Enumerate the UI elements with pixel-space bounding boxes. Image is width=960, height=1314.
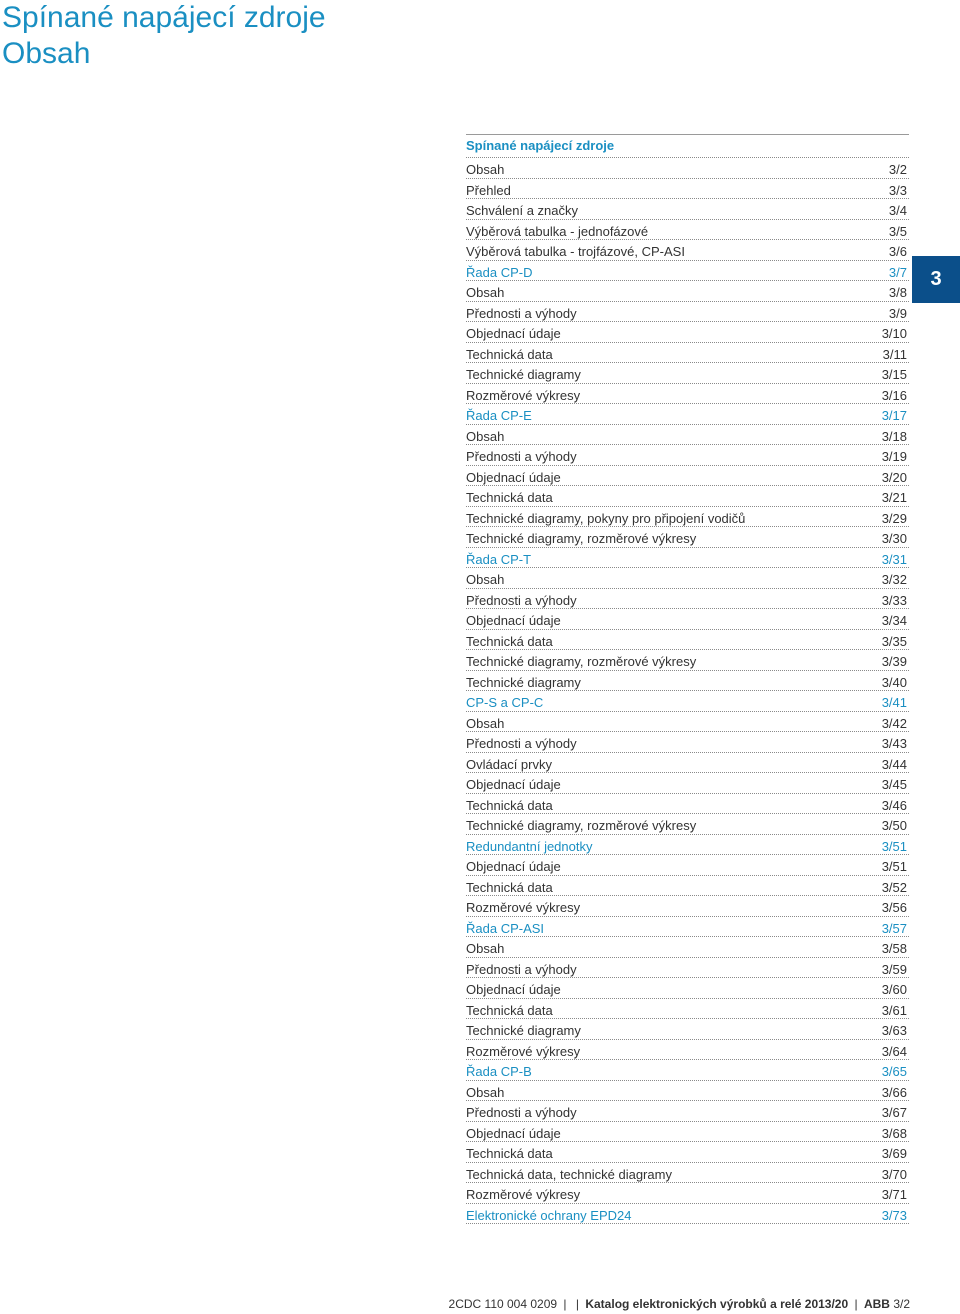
toc-row[interactable] [466,773,909,794]
toc-entry-page: 3/8 [888,285,907,300]
toc-row[interactable] [466,322,909,343]
toc-entry-label: Ovládací prvky [466,756,552,772]
toc-entry-page: 3/69 [881,1146,907,1161]
toc-row[interactable] [466,712,909,733]
toc-entry-label: Technické diagramy [466,367,581,382]
toc-entry-label: Rozměrové výkresy [466,900,581,915]
toc-entry-label: Objednací údaje [466,613,561,628]
toc-row[interactable] [466,999,909,1020]
toc-row[interactable] [466,384,909,405]
toc-entry-page: 3/45 [881,777,907,792]
toc-entry-label: Výběrová tabulka - jednofázové [466,223,649,239]
toc-row[interactable] [466,158,909,179]
toc-section-row[interactable] [466,404,909,425]
toc-entry-page: 3/71 [881,1187,907,1202]
toc-entry-label: Objednací údaje [466,777,561,792]
footer-separator: | [563,1297,567,1311]
toc-entry-page: 3/66 [881,1084,907,1100]
toc-entry-page: 3/4 [888,203,907,218]
toc-row[interactable] [466,1019,909,1040]
page-title-line1: Spínané napájecí zdroje [2,1,326,34]
toc-row[interactable] [466,876,909,897]
toc-entry-label: Technické diagramy, rozměrové výkresy [466,654,697,669]
toc-entry-page: 3/40 [881,674,907,690]
toc-section-row[interactable] [466,917,909,938]
toc-entry-page: 3/64 [881,1043,907,1059]
toc-row[interactable] [466,1183,909,1204]
page-title-line2: Obsah [2,37,91,70]
toc-entry-page: 3/42 [881,715,907,731]
toc-row[interactable] [466,794,909,815]
toc-entry-label: Řada CP-ASI [466,920,545,936]
toc-entry-page: 3/9 [888,305,907,321]
toc-row[interactable] [466,1081,909,1102]
toc-entry-page: 3/17 [881,408,907,423]
toc-entry-page: 3/32 [881,572,907,587]
toc-entry-label: Technická data [466,633,553,649]
toc-row[interactable] [466,753,909,774]
toc-row[interactable] [466,486,909,507]
toc-entry-label: Přednosti a výhody [466,736,577,751]
toc-row[interactable] [466,445,909,466]
toc-entry-label: Schválení a značky [466,203,579,218]
toc-entry-label: Technická data [466,346,553,362]
toc-row[interactable] [466,732,909,753]
footer-separator: | [854,1297,858,1311]
footer-page-number: 3/2 [893,1297,910,1311]
toc-row[interactable] [466,896,909,917]
toc-section-row[interactable] [466,548,909,569]
chapter-tab: 3 [912,256,960,303]
toc-entry-label: Technická data [466,1002,553,1018]
toc-entry-label: Technické diagramy [466,1023,581,1038]
toc-row[interactable] [466,937,909,958]
toc-row[interactable] [466,220,909,241]
toc-entry-label: Obsah [466,572,505,587]
toc-entry-page: 3/21 [881,490,907,505]
toc-entry-page: 3/61 [881,1002,907,1018]
toc-entry-page: 3/5 [888,223,907,239]
toc-entry-label: Obsah [466,428,505,444]
table-of-contents [466,134,909,1224]
toc-entry-page: 3/68 [881,1125,907,1141]
toc-entry-page: 3/50 [881,818,907,833]
toc-entry-page: 3/56 [881,900,907,915]
toc-entry-page: 3/34 [881,613,907,628]
toc-entry-label: Redundantní jednotky [466,838,593,854]
toc-entry-page: 3/2 [888,162,907,177]
toc-entry-label: Rozměrové výkresy [466,1043,581,1059]
toc-entry-page: 3/18 [881,428,907,444]
toc-entry-label: Přednosti a výhody [466,1105,577,1120]
toc-entry-label: Přednosti a výhody [466,449,577,464]
toc-entry-page: 3/29 [881,510,907,526]
toc-row[interactable] [466,814,909,835]
toc-entry-label: Technická data [466,1146,553,1161]
toc-entry-page: 3/59 [881,961,907,977]
page-title [2,0,326,72]
toc-section-row[interactable] [466,1060,909,1081]
footer-brand: ABB [863,1297,890,1311]
toc-entry-page: 3/11 [882,346,907,362]
toc-entry-label: Rozměrové výkresy [466,387,581,403]
toc-entry-page: 3/7 [888,264,907,280]
toc-entry-page: 3/73 [881,1207,907,1223]
toc-row[interactable] [466,281,909,302]
toc-entry-page: 3/51 [881,838,907,854]
toc-entry-page: 3/3 [888,182,907,198]
toc-entry-label: Technické diagramy [466,674,581,690]
toc-row[interactable] [466,650,909,671]
toc-entry-label: Rozměrové výkresy [466,1187,581,1202]
toc-entry-label: Objednací údaje [466,326,561,341]
toc-entry-page: 3/31 [881,551,907,567]
toc-entry-label: Objednací údaje [466,469,561,485]
toc-entry-page: 3/46 [881,797,907,813]
toc-row[interactable] [466,609,909,630]
toc-section-row[interactable] [466,691,909,712]
toc-row[interactable] [466,630,909,651]
toc-entry-label: Technické diagramy, pokyny pro připojení vodičů [466,510,746,526]
toc-row[interactable] [466,466,909,487]
toc-entry-label: Obsah [466,715,505,731]
toc-entry-page: 3/65 [881,1064,907,1079]
toc-row[interactable] [466,671,909,692]
toc-row[interactable] [466,425,909,446]
toc-entry-label: Technické diagramy, rozměrové výkresy [466,531,697,546]
toc-list [466,158,909,1224]
footer-catalog: Katalog elektronických výrobků a relé 2013/20 [585,1297,849,1311]
toc-entry-page: 3/30 [881,531,907,546]
toc-entry-page: 3/70 [881,1166,907,1182]
toc-entry-label: Technická data [466,490,553,505]
toc-entry-page: 3/33 [881,592,907,608]
toc-entry-page: 3/10 [881,326,907,341]
toc-entry-label: Objednací údaje [466,859,561,874]
toc-entry-label: Objednací údaje [466,982,561,997]
toc-entry-label: Elektronické ochrany EPD24 [466,1207,632,1223]
toc-entry-page: 3/16 [881,387,907,403]
footer-separator: | [575,1297,579,1311]
toc-entry-page: 3/58 [881,941,907,956]
toc-entry-label: Obsah [466,1084,505,1100]
toc-entry-page: 3/6 [888,244,907,259]
toc-entry-label: Řada CP-T [466,551,532,567]
toc-entry-page: 3/63 [881,1023,907,1038]
page-footer [0,1297,960,1311]
toc-entry-label: Řada CP-B [466,1064,532,1079]
toc-entry-page: 3/52 [881,879,907,895]
toc-entry-label: Řada CP-D [466,264,533,280]
toc-row[interactable] [466,855,909,876]
toc-entry-page: 3/57 [881,920,907,936]
footer-code: 2CDC 110 004 0209 [448,1297,558,1311]
toc-section-row[interactable] [466,1204,909,1225]
toc-entry-label: CP-S a CP-C [466,695,544,710]
toc-row[interactable] [466,179,909,200]
toc-entry-label: Výběrová tabulka - trojfázové, CP-ASI [466,244,685,259]
toc-entry-page: 3/60 [881,982,907,997]
toc-entry-label: Technické diagramy, rozměrové výkresy [466,818,697,833]
toc-row[interactable] [466,343,909,364]
toc-entry-page: 3/35 [881,633,907,649]
toc-row[interactable] [466,302,909,323]
toc-entry-label: Technická data, technické diagramy [466,1166,672,1182]
toc-entry-page: 3/41 [881,695,907,710]
toc-row[interactable] [466,568,909,589]
toc-entry-label: Objednací údaje [466,1125,561,1141]
toc-entry-page: 3/15 [881,367,907,382]
toc-entry-page: 3/51 [881,859,907,874]
toc-entry-page: 3/20 [881,469,907,485]
toc-entry-page: 3/43 [881,736,907,751]
toc-row[interactable] [466,1101,909,1122]
toc-entry-page: 3/44 [881,756,907,772]
toc-row[interactable] [466,240,909,261]
toc-entry-label: Obsah [466,162,505,177]
toc-entry-label: Technická data [466,879,553,895]
toc-row[interactable] [466,978,909,999]
toc-entry-page: 3/67 [881,1105,907,1120]
toc-row[interactable] [466,589,909,610]
toc-row[interactable] [466,363,909,384]
toc-row[interactable] [466,1163,909,1184]
toc-header: Spínané napájecí zdroje [466,135,909,158]
toc-section-row[interactable] [466,261,909,282]
toc-entry-label: Obsah [466,285,505,300]
toc-row[interactable] [466,1040,909,1061]
toc-row[interactable] [466,958,909,979]
toc-row[interactable] [466,527,909,548]
toc-entry-page: 3/19 [881,449,907,464]
toc-row[interactable] [466,199,909,220]
toc-entry-page: 3/39 [881,654,907,669]
toc-entry-label: Řada CP-E [466,408,532,423]
toc-entry-label: Přehled [466,182,511,198]
toc-row[interactable] [466,1142,909,1163]
toc-entry-label: Technická data [466,797,553,813]
toc-entry-label: Obsah [466,941,505,956]
toc-section-row[interactable] [466,835,909,856]
toc-entry-label: Přednosti a výhody [466,305,577,321]
toc-row[interactable] [466,1122,909,1143]
toc-row[interactable] [466,507,909,528]
toc-entry-label: Přednosti a výhody [466,961,577,977]
toc-entry-label: Přednosti a výhody [466,592,577,608]
